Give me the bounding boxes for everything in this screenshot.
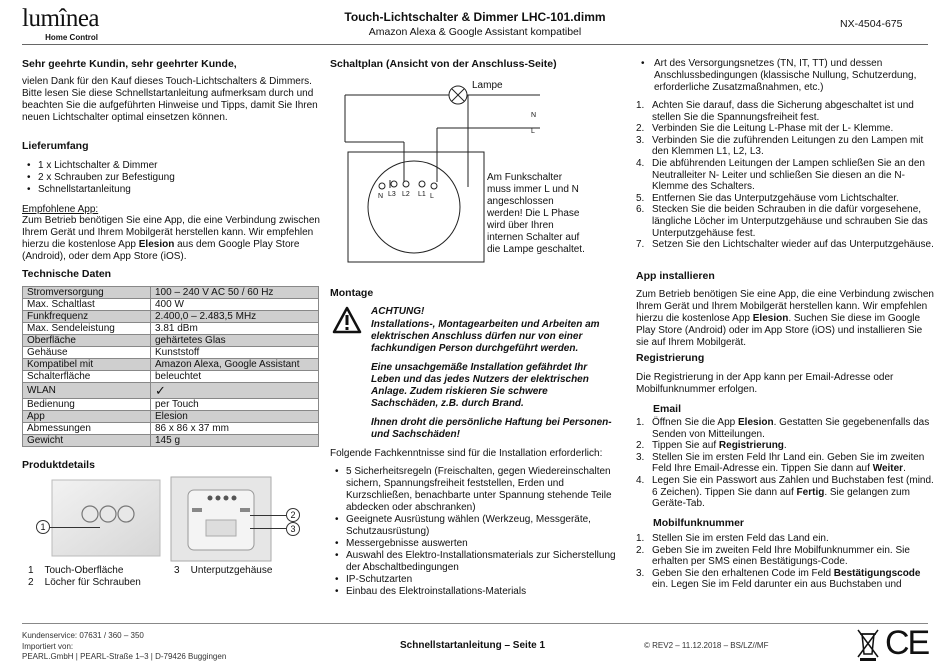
install-heading: App installieren: [636, 270, 715, 282]
list-item: • Schnellstartanleitung: [22, 184, 322, 196]
document-subtitle: Amazon Alexa & Google Assistant kompatibel: [368, 26, 582, 38]
neutral-label: N: [531, 112, 537, 119]
app-name: Elesion: [752, 313, 789, 324]
legend-item-2: 2 Löcher für Schrauben: [28, 577, 141, 588]
scope-heading: Lieferumfang: [22, 140, 89, 152]
terminal-l1: L1: [418, 191, 426, 198]
terminal-l3: L3: [388, 191, 396, 198]
product-heading: Produktdetails: [22, 459, 95, 471]
scope-list: [22, 160, 322, 196]
list-item: 3. Geben Sie den erhaltenen Code im Feld Bestätigungscode ein. Legen Sie im Feld darunter ein aus Buchstaben und: [636, 567, 921, 591]
list-item: • 1 x Lichtschalter & Dimmer: [22, 160, 322, 172]
terminal-n: N: [378, 193, 384, 200]
legend-item-1: 1 Touch-Oberfläche: [28, 565, 124, 576]
list-item: • Geeignete Ausrüstung wählen (Werkzeug, Messgeräte, Schutzausrüstung): [330, 514, 620, 538]
knowledge-list: [330, 466, 620, 598]
table-row: Stromversorgung 100 – 240 V AC 50 / 60 Hz: [23, 287, 319, 299]
list-item: • 5 Sicherheitsregeln (Freischalten, gegen Wiedereinschalten sichern, Spannungsfreiheit feststellen, Erden und Kurzschließen, benachbarte unter Spannung stehende Teile abdecken oder abschranken): [330, 466, 620, 514]
mobile-heading: Mobilfunknummer: [653, 517, 744, 529]
list-item: 1. Achten Sie darauf, dass die Sicherung abgeschaltet ist und stellen Sie die Spannungsfreiheit fest.: [636, 100, 914, 123]
email-steps: [636, 417, 936, 510]
lamp-label: Lampe: [472, 80, 503, 91]
article-number: NX-4504-675: [840, 18, 903, 30]
table-row: Max. Sendeleistung 3.81 dBm: [23, 323, 319, 335]
terminal-l: L: [430, 193, 434, 200]
list-item: 5. Entfernen Sie das Unterputzgehäuse vom Lichtschalter.: [636, 192, 899, 204]
list-item: 3. Verbinden Sie die zuführenden Leitungen zu den Lampen mit den Klemmen L1, L2, L3.: [636, 134, 924, 158]
greeting: Sehr geehrte Kundin, sehr geehrter Kunde,: [22, 58, 237, 70]
install-text: Zum Betrieb benötigen Sie eine App, die eine Verbindung zwischen Ihrem Gerät und Ihrem Mobilgerät herstellen kann. Wir empfehlen hierzu die kostenlose App Elesion. Suchen Sie diese im Google Play Store (Android) oder im App Store (iOS) und installieren Sie sie auf Ihrem Mobilgerät.: [636, 289, 934, 348]
mobile-steps: [636, 533, 936, 591]
check-icon: ✓: [151, 383, 319, 399]
list-item: • 2 x Schrauben zur Befestigung: [22, 172, 322, 184]
table-row: Abmessungen 86 x 86 x 37 mm: [23, 423, 319, 435]
table-row: WLAN ✓: [23, 383, 319, 399]
document-title: Touch-Lichtschalter & Dimmer LHC-101.dimm: [344, 10, 606, 24]
footer-address: PEARL.GmbH | PEARL-Straße 1–3 | D-79426 Buggingen: [22, 652, 227, 661]
callout-3: 3: [286, 522, 300, 536]
list-item: • Messergebnisse auswerten: [330, 538, 620, 550]
footer-importer: Importiert von:: [22, 642, 74, 651]
knowledge-intro: Folgende Fachkenntnisse sind für die Installation erforderlich:: [330, 448, 603, 459]
callout-1: 1: [36, 520, 50, 534]
warning-icon: [332, 306, 362, 334]
wiring-heading: Schaltplan (Ansicht von der Anschluss-Seite): [330, 58, 557, 70]
list-item: 4. Legen Sie ein Passwort aus Zahlen und Buchstaben fest (mind. 6 Zeichen). Tippen Sie dann auf Fertig. Sie gelangen zum Geräte-Tab.: [636, 474, 934, 510]
table-row: Bedienung per Touch: [23, 399, 319, 411]
ce-mark: CE: [885, 624, 929, 662]
mount-heading: Montage: [330, 287, 374, 299]
table-row: Gewicht 145 g: [23, 435, 319, 447]
grid-type-list: [636, 58, 936, 94]
tech-heading: Technische Daten: [22, 268, 112, 280]
product-back-image: [170, 476, 272, 562]
lamp-icon: [449, 86, 467, 104]
app-name: Elesion: [138, 239, 175, 250]
logo-tagline: Home Control: [45, 33, 98, 42]
table-row: Funkfrequenz 2.400,0 – 2.483,5 MHz: [23, 311, 319, 323]
warning-text-2: Eine unsachgemäße Installation gefährdet Ihr Leben und das jedes Nutzers der elektrischen Anlage. Zudem riskieren Sie schwere Sachschäden, z.B. durch Brand.: [371, 362, 589, 409]
list-item: 2. Tippen Sie auf Registrierung.: [636, 440, 787, 452]
list-item: 1. Stellen Sie im ersten Feld das Land ein.: [636, 533, 829, 544]
list-item: 3. Stellen Sie im ersten Feld Ihr Land ein. Geben Sie im zweiten Feld Ihre Email-Adresse ein. Tippen Sie dann auf Weiter.: [636, 451, 925, 475]
callout-line: [250, 528, 286, 529]
table-row: Gehäuse Kunststoff: [23, 347, 319, 359]
table-row: App Elesion: [23, 411, 319, 423]
app-heading: Empfohlene App:: [22, 204, 99, 215]
header-divider: [22, 44, 928, 45]
legend-item-3: 3 Unterputzgehäuse: [174, 565, 273, 576]
list-item: 2. Verbinden Sie die Leitung L-Phase mit der L- Klemme.: [636, 123, 894, 135]
list-item: 2. Geben Sie im zweiten Feld Ihre Mobilfunknummer ein. Sie erhalten per SMS einen Bestätigungs-Code.: [636, 544, 910, 568]
spec-table: [22, 286, 319, 447]
callout-line: [250, 515, 286, 516]
registration-text: Die Registrierung in der App kann per Email-Adresse oder Mobilfunknummer erfolgen.: [636, 372, 894, 395]
footer-page-label: Schnellstartanleitung – Seite 1: [400, 640, 546, 651]
footer-service: Kundenservice: 07631 / 360 – 350: [22, 631, 144, 640]
weee-bin-icon: [856, 627, 880, 663]
product-front-image: [50, 478, 162, 558]
list-item: 1. Öffnen Sie die App Elesion. Gestatten Sie gegebenenfalls das Senden von Mitteilungen.: [636, 417, 930, 440]
list-item: • Einbau des Elektroinstallations-Materials: [330, 586, 620, 598]
terminal-l2: L2: [402, 191, 410, 198]
list-item: 6. Stecken Sie die beiden Schrauben in die dafür vorgesehene, längliche Löcher im Unterputzgehäuse und schrauben Sie das Unterputzgehäuse fest.: [636, 204, 928, 239]
installation-steps: [636, 100, 936, 251]
callout-2: 2: [286, 508, 300, 522]
footer-revision: © REV2 – 11.12.2018 – BS/LZ//MF: [644, 641, 769, 650]
list-item: • Auswahl des Elektro-Installationsmaterials zur Sicherstellung der Abschaltbedingungen: [330, 550, 620, 574]
app-text: Zum Betrieb benötigen Sie eine App, die eine Verbindung zwischen Ihrem Gerät und Ihrem Mobilgerät herstellen kann. Wir empfehlen hierzu die kostenlose App Elesion aus dem Google Play Store (Android), oder dem App Store (iOS).: [22, 215, 320, 262]
callout-line: [50, 527, 100, 528]
wiring-note: Am Funkschalter muss immer L und N angeschlossen werden! Die L Phase wird über Ihren internen Schalter auf die Lampe geschaltet.: [487, 172, 585, 255]
list-item: 7. Setzen Sie den Lichtschalter wieder auf das Unterputzgehäuse.: [636, 239, 934, 251]
table-row: Kompatibel mit Amazon Alexa, Google Assistant: [23, 359, 319, 371]
table-row: Max. Schaltlast 400 W: [23, 299, 319, 311]
warning-text-3: Ihnen droht die persönliche Haftung bei Personen- und Sachschäden!: [371, 417, 612, 440]
email-heading: Email: [653, 403, 682, 415]
warning-title: ACHTUNG!: [371, 306, 425, 317]
phase-label: L: [531, 128, 535, 135]
warning-text-1: Installations-, Montagearbeiten und Arbeiten am elektrischen Anschluss dürfen nur von einer fachkundigen Person durchgeführt werden.: [371, 319, 600, 354]
registration-heading: Registrierung: [636, 352, 705, 364]
intro-text: vielen Dank für den Kauf dieses Touch-Lichtschalters & Dimmers. Bitte lesen Sie diese Schnellstartanleitung aufmerksam durch und beachten Sie die aufgeführten Hinweise und Tipps, damit Sie Ihren neuen Lichtschalter optimal einsetzen können.: [22, 76, 318, 123]
logo-wordmark: lumînea: [22, 5, 100, 32]
list-item: • IP-Schutzarten: [330, 574, 620, 586]
table-row: Schalterfläche beleuchtet: [23, 371, 319, 383]
list-item: • Art des Versorgungsnetzes (TN, IT, TT) und dessen Anschlussbedingungen (klassische Nullung, Schutzerdung, erforderliche Zusatzmaßnahmen, etc.): [636, 58, 936, 94]
table-row: Oberfläche gehärtetes Glas: [23, 335, 319, 347]
list-item: 4. Die abführenden Leitungen der Lampen schließen Sie an den Neutralleiter N- Leiter und schließen Sie diesen an die N-Klemme des Schalters.: [636, 157, 925, 193]
footer-divider: [22, 623, 928, 624]
brand-logo: [22, 6, 98, 46]
